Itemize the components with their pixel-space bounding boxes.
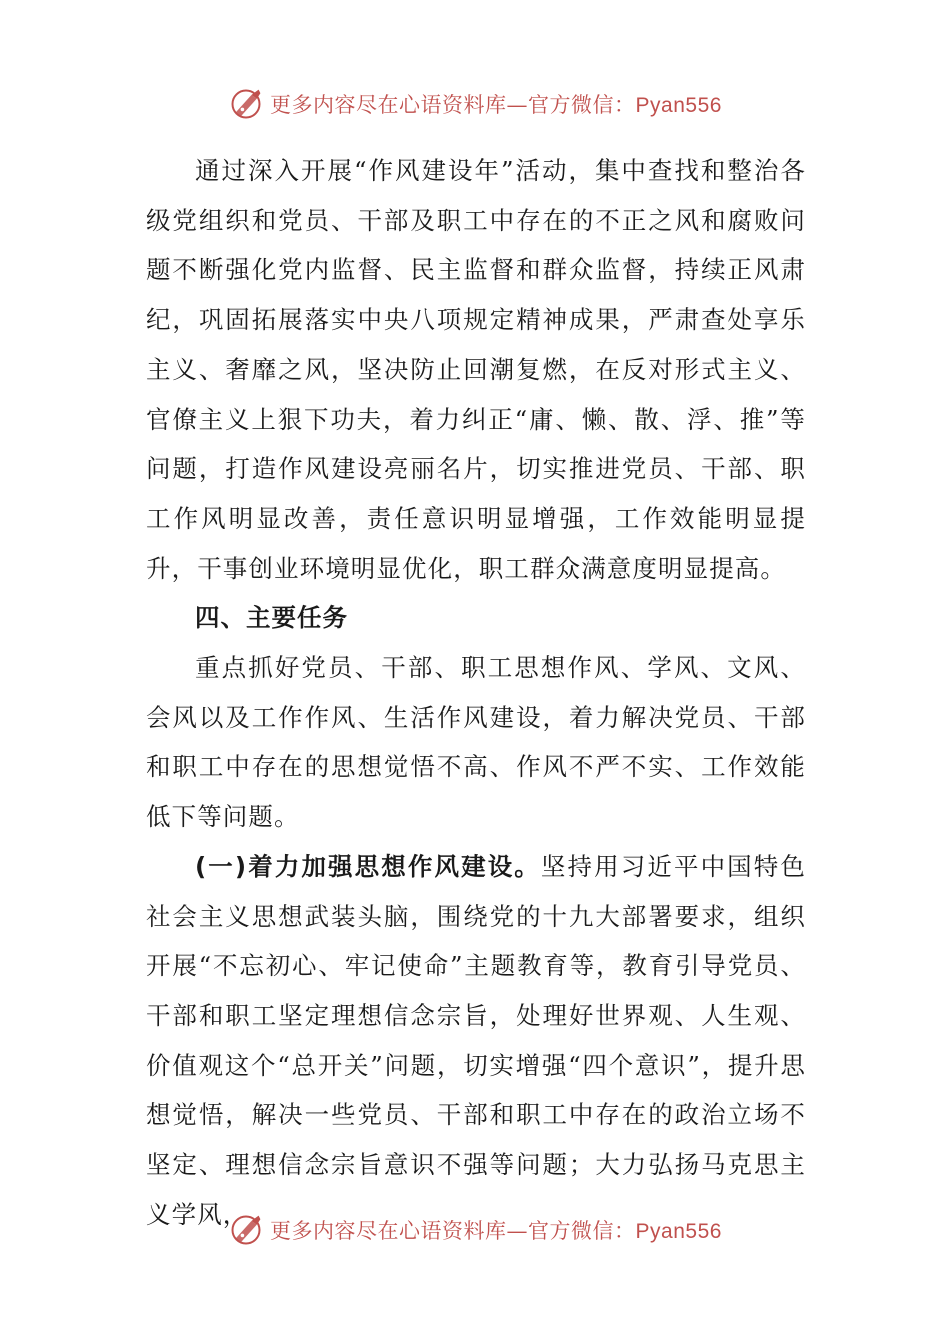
paragraph-goals: 通过深入开展“作风建设年”活动，集中查找和整治各级党组织和党员、干部及职工中存在的不正之风和腐败问题不断强化党内监督、民主监督和群众监督，持续正风肃纪，巩固拓展落实中央八项规定精神成果，严肃查处享乐主义、奢靡之风，坚决防止回潮复燃，在反对形式主义、官僚主义上狠下功夫，着力纠正“庸、懒、散、浮、推”等问题，打造作风建设亮丽名片，切实推进党员、干部、职工作风明显改善，责任意识明显增强，工作效能明显提升，干事创业环境明显优化，职工群众满意度明显提高。 (146, 156, 806, 583)
watermark-label: 官方微信： (528, 93, 636, 117)
footer-watermark (0, 1208, 950, 1252)
watermark-brand: 更多内容尽在心语资料库 (270, 1219, 507, 1243)
paragraph-thought-style (146, 842, 806, 1240)
watermark-dash: — (506, 93, 529, 117)
pen-nib-logo-icon (228, 1212, 264, 1248)
watermark-wechat-id: Pyan556 (635, 94, 722, 117)
pen-nib-logo-icon (228, 86, 264, 122)
watermark-wechat-id: Pyan556 (635, 1220, 722, 1243)
document-body (146, 146, 806, 1239)
watermark-brand: 更多内容尽在心语资料库 (270, 93, 507, 117)
watermark-text (270, 1215, 722, 1245)
subsection-lead: (一)着力加强思想作风建设。 (195, 851, 541, 881)
watermark-text (270, 89, 722, 119)
watermark-label: 官方微信： (528, 1219, 636, 1243)
paragraph-main-tasks: 重点抓好党员、干部、职工思想作风、学风、文风、会风以及工作作风、生活作风建设，着力解决党员、干部和职工中存在的思想觉悟不高、作风不严不实、工作效能低下等问题。 (146, 653, 806, 832)
subsection-body: 坚持用习近平中国特色社会主义思想武装头脑，围绕党的十九大部署要求，组织开展“不忘初心、牢记使命”主题教育等，教育引导党员、干部和职工坚定理想信念宗旨，处理好世界观、人生观、价值观这个“总开关”问题，切实增强“四个意识”，提升思想觉悟，解决一些党员、干部和职工中存在的政治立场不坚定、理想信念宗旨意识不强等问题；大力弘扬马克思主义学风， (146, 851, 807, 1229)
watermark-dash: — (506, 1219, 529, 1243)
header-watermark (0, 82, 950, 126)
section-heading: 四、主要任务 (195, 603, 348, 633)
